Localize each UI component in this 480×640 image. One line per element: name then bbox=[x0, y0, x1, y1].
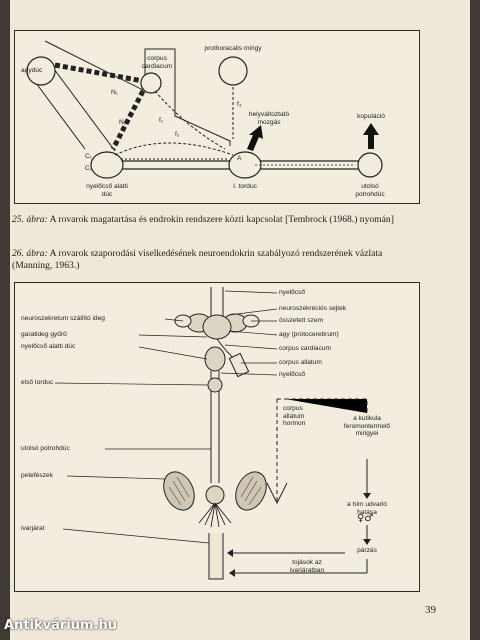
label-nyelocso-alatti: nyelőcső alatti dúc bbox=[21, 343, 76, 350]
label-helyvaltoztato: helyváltoztató mozgás bbox=[248, 111, 290, 126]
page-number: 39 bbox=[425, 604, 436, 616]
label-n1: N₁ bbox=[111, 89, 118, 96]
label-f1: f₁ bbox=[159, 117, 164, 124]
caption-26-text: A rovarok szaporodási viselkedésének neuroendokrin szabályozó rendszerének vázlata (Manning, 1963.) bbox=[12, 248, 383, 271]
figure-25 bbox=[14, 30, 420, 204]
svg-text:♀♂: ♀♂ bbox=[357, 513, 374, 524]
label-torduc: I. torduc bbox=[233, 183, 257, 190]
label-corpus-cardiacum: corpus cardiacum bbox=[141, 55, 173, 70]
label-parzas: párzás bbox=[357, 547, 377, 554]
label-f2: f₂ bbox=[175, 131, 180, 138]
caption-25-number: 25. ábra: bbox=[12, 214, 48, 225]
label-agy: agy (protocerebrum) bbox=[279, 331, 339, 338]
label-c2: C₂ bbox=[85, 165, 93, 172]
label-nyelocso-top: nyelőcső bbox=[279, 289, 306, 296]
label-garatideg: garatideg gyűrű bbox=[21, 331, 67, 338]
label-a: A bbox=[237, 155, 242, 162]
label-ivarjarat: ivarjárat bbox=[21, 525, 45, 532]
label-utolso-potrohduc: utolsó potrohdúc bbox=[21, 445, 70, 452]
book-page bbox=[10, 0, 470, 640]
label-elso-torduc: első torduc bbox=[21, 379, 54, 386]
label-petefeszek: petefészek bbox=[21, 472, 53, 479]
caption-25-text: A rovarok magatartása és endrokin rendszere közti kapcsolat [Tembrock (1968.) nyomán] bbox=[47, 214, 394, 225]
label-neuroszekretum: neuroszekretum szállító ideg bbox=[21, 315, 105, 322]
label-nyelocso-alatti-duc: nyelőcső alatti dúc bbox=[86, 183, 128, 198]
label-utolso-potrohduc: utolsó potrohdúc bbox=[355, 183, 385, 198]
label-him-udvarlo: a hím udvarló hatása bbox=[347, 501, 387, 516]
watermark-logo: Antikvárium.hu bbox=[4, 618, 117, 633]
caption-26 bbox=[12, 248, 416, 272]
label-kutikula: a kutikula feromontermelő mirigyei bbox=[343, 415, 391, 437]
caption-26-number: 26. ábra: bbox=[12, 248, 48, 259]
label-nyelocso-bottom: nyelőcső bbox=[279, 371, 306, 378]
label-n2: N₂ bbox=[119, 119, 127, 126]
label-corpus-cardiacum: corpus cardiacum bbox=[279, 345, 332, 352]
label-agyduc: agydúc bbox=[21, 67, 43, 74]
label-c1: C₁ bbox=[85, 153, 92, 160]
label-corpus-allatum-hormon: corpus allatum hormon bbox=[283, 405, 306, 427]
caption-25 bbox=[12, 214, 416, 226]
label-neuroszekrecios: neuroszekréciós sejtek bbox=[279, 305, 347, 312]
label-kopulacio: kopuláció bbox=[357, 113, 385, 120]
label-tojasok: tojások az ivarjáratban bbox=[289, 559, 325, 574]
label-osszetett-szem: összetett szem bbox=[279, 317, 323, 324]
figure-26 bbox=[14, 282, 420, 592]
label-corpus-allatum: corpus allatum bbox=[279, 359, 322, 366]
label-prothoracalis: prothoracalis mirigy bbox=[204, 45, 262, 52]
label-f3: f₃ bbox=[237, 101, 242, 108]
